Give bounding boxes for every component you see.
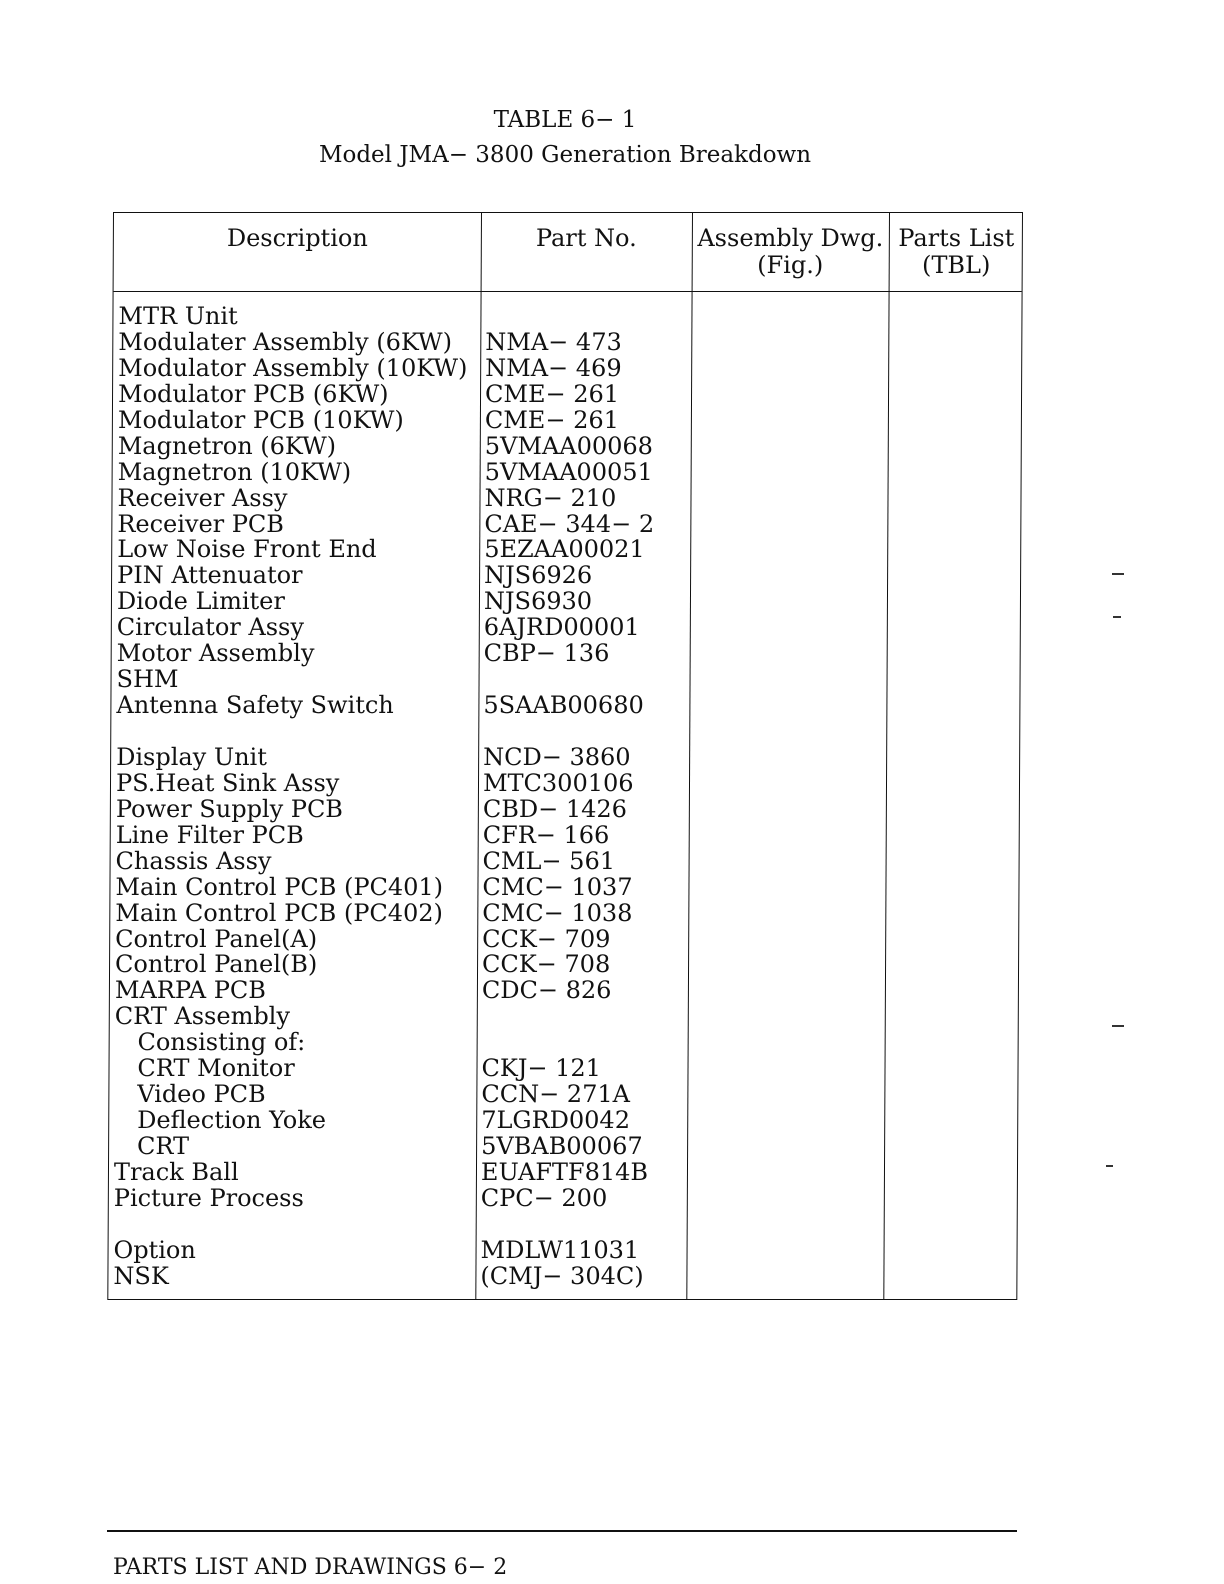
row-part-no: NJS6930 <box>483 587 593 616</box>
row-description: Option <box>113 1235 196 1264</box>
margin-mark <box>1106 1165 1113 1167</box>
row-part-no: CBP− 136 <box>483 639 610 668</box>
row-description <box>116 719 476 745</box>
row-description: Deflection Yoke <box>114 1106 327 1135</box>
row-part-no: CPC− 200 <box>480 1183 608 1212</box>
row-description: Track Ball <box>113 1157 239 1186</box>
row-description: Picture Process <box>113 1183 304 1212</box>
row-part-no: CDC− 826 <box>481 976 612 1005</box>
row-part-no <box>485 304 689 330</box>
table-title-block <box>0 103 1130 173</box>
row-part-no: (CMJ− 304C) <box>480 1261 644 1290</box>
row-description: CRT Assembly <box>114 1002 291 1031</box>
row-description: NSK <box>113 1261 169 1290</box>
row-part-no: 5VBAB00067 <box>481 1132 643 1160</box>
column-header-assembly-dwg <box>692 225 889 279</box>
row-part-no: 7LGRD0042 <box>481 1106 631 1135</box>
row-description: Chassis Assy <box>115 846 272 875</box>
row-description: Consisting of: <box>114 1028 306 1057</box>
margin-mark <box>1113 616 1121 618</box>
table-title: Model JMA− 3800 Generation Breakdown <box>318 142 812 168</box>
row-part-no <box>483 719 687 745</box>
row-description: Control Panel(B) <box>114 950 318 979</box>
row-description: Main Control PCB (PC401) <box>115 872 444 901</box>
row-part-no: 5EZAA00021 <box>484 535 645 564</box>
row-part-no: 5SAAB00680 <box>483 691 644 720</box>
row-part-no: EUAFTF814B <box>480 1157 649 1186</box>
column-header-assembly-dwg-line2: (Fig.) <box>757 251 824 279</box>
column-divider <box>883 213 890 1299</box>
row-description: Modulator PCB (10KW) <box>117 405 404 434</box>
row-part-no <box>482 1004 686 1030</box>
row-part-no: 6AJRD00001 <box>483 613 640 642</box>
parts-table <box>107 212 1023 1300</box>
row-description: Main Control PCB (PC402) <box>115 898 444 927</box>
row-part-no: MTC300106 <box>482 768 634 797</box>
row-description: Display Unit <box>116 742 268 771</box>
row-part-no: NMA− 473 <box>485 327 622 356</box>
row-description: Magnetron (6KW) <box>117 431 337 460</box>
footer-rule <box>107 1530 1017 1532</box>
row-description: Diode Limiter <box>116 587 285 616</box>
row-part-no: CMC− 1037 <box>482 872 633 901</box>
row-description: PS.Heat Sink Assy <box>115 768 340 797</box>
row-description: Receiver Assy <box>117 483 288 512</box>
row-description: Low Noise Front End <box>117 535 377 564</box>
column-header-part-no <box>481 225 692 252</box>
row-part-no: CCK− 708 <box>481 950 611 979</box>
row-part-no: CML− 561 <box>482 846 616 875</box>
row-description: Magnetron (10KW) <box>117 457 352 486</box>
row-description: Video PCB <box>114 1080 266 1109</box>
row-part-no: 5VMAA00051 <box>484 457 653 486</box>
row-description: Antenna Safety Switch <box>116 691 394 720</box>
row-description: Motor Assembly <box>116 639 315 668</box>
row-part-no: NRG− 210 <box>484 483 617 512</box>
row-description: Modulator PCB (6KW) <box>117 379 389 408</box>
row-description: CRT <box>114 1132 190 1160</box>
row-description: Line Filter PCB <box>115 820 304 849</box>
column-header-assembly-dwg-line1: Assembly Dwg. <box>697 224 884 252</box>
row-part-no: NMA− 469 <box>485 353 622 382</box>
row-description: MTR Unit <box>118 302 238 330</box>
row-part-no: NJS6926 <box>484 561 593 590</box>
description-column <box>113 304 478 1290</box>
row-part-no: CME− 261 <box>484 379 620 408</box>
margin-mark <box>1112 573 1124 575</box>
row-part-no: CME− 261 <box>484 405 620 434</box>
table-label: TABLE 6− 1 <box>493 107 637 133</box>
row-part-no: 5VMAA00068 <box>484 431 654 460</box>
row-description: Receiver PCB <box>117 509 285 538</box>
row-part-no: CKJ− 121 <box>481 1054 602 1083</box>
row-part-no: MDLW11031 <box>480 1235 640 1264</box>
row-description: MARPA PCB <box>114 976 267 1005</box>
row-description: SHM <box>116 665 179 694</box>
footer-text: PARTS LIST AND DRAWINGS 6− 2 <box>113 1555 508 1580</box>
column-header-description-label: Description <box>226 224 368 252</box>
column-header-parts-list-line1: Parts List <box>898 224 1015 252</box>
column-header-description <box>114 225 481 252</box>
row-part-no <box>482 1030 686 1056</box>
column-header-parts-list-line2: (TBL) <box>921 251 991 279</box>
margin-mark <box>1112 1025 1124 1027</box>
row-description: Power Supply PCB <box>115 794 344 823</box>
header-divider <box>114 291 1022 292</box>
column-header-part-no-label: Part No. <box>535 224 637 252</box>
part-no-column <box>480 304 689 1290</box>
row-part-no: CMC− 1038 <box>482 898 633 927</box>
row-part-no: CCK− 709 <box>482 924 611 953</box>
row-description: Modulator Assembly (10KW) <box>118 353 468 382</box>
row-description <box>114 1212 474 1238</box>
row-description: Circulator Assy <box>116 613 305 642</box>
column-header-parts-list <box>889 225 1024 279</box>
row-part-no <box>483 667 687 693</box>
row-description: Control Panel(A) <box>115 924 318 953</box>
row-part-no: CAE− 344− 2 <box>484 509 655 538</box>
row-part-no <box>481 1212 685 1238</box>
row-description: CRT Monitor <box>114 1054 295 1083</box>
row-part-no: CFR− 166 <box>482 820 610 849</box>
row-part-no: CBD− 1426 <box>482 794 628 823</box>
row-part-no: CCN− 271A <box>481 1080 631 1109</box>
row-part-no: NCD− 3860 <box>483 742 631 771</box>
row-description: Modulater Assembly (6KW) <box>118 327 453 356</box>
row-description: PIN Attenuator <box>117 561 303 590</box>
